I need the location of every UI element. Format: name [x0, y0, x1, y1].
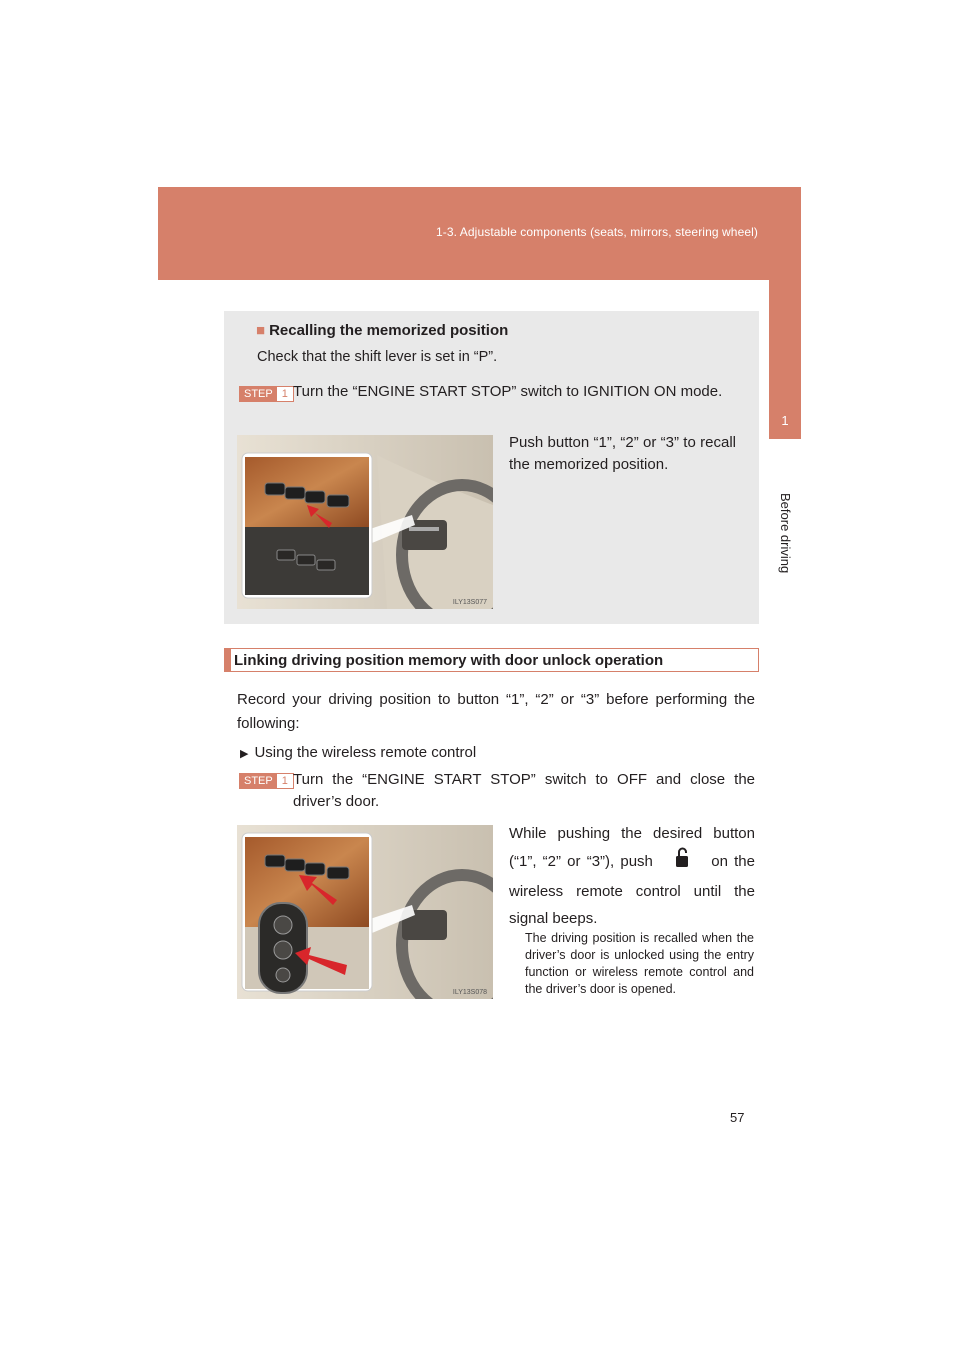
triangle-bullet-icon: ▶ — [240, 748, 249, 760]
step2-text-before: While pushing the desired button (“1”, “2” or “3”), push — [509, 825, 755, 870]
section-heading — [224, 648, 759, 672]
chapter-tab — [769, 187, 801, 439]
step-badge-number: 1 — [277, 387, 293, 401]
square-bullet-icon: ■ — [256, 322, 266, 339]
recall-step1-text: Turn the “ENGINE START STOP” switch to IGNITION ON mode. — [293, 383, 723, 400]
section-path-title: 1-3. Adjustable components (seats, mirrors, steering wheel) — [435, 225, 758, 239]
recall-note-text: The driving position is recalled when the driver’s door is unlocked using the entry function or wireless remote control and the driver’s door is opened. — [525, 931, 754, 996]
step-badge-word: STEP — [240, 387, 277, 401]
step-badge-number: 1 — [277, 774, 293, 788]
linking-step2-text — [509, 820, 755, 932]
linking-step1-text: Turn the “ENGINE START STOP” switch to OFF and close the driver’s door. — [293, 771, 755, 810]
door-panel-remote-illustration — [237, 825, 493, 999]
recall-box-title — [256, 322, 508, 339]
recall-box-intro: Check that the shift lever is set in “P”. — [257, 349, 498, 365]
step2-text-after: on the wireless remote control until the signal beeps. — [509, 853, 755, 927]
recall-step2-text: Push button “1”, “2” or “3” to recall the memorized position. — [509, 434, 736, 473]
unlock-icon — [665, 847, 699, 878]
chapter-number: 1 — [781, 413, 789, 428]
chapter-label: Before driving — [778, 493, 793, 574]
figure-id-label: ILY13S078 — [452, 989, 487, 996]
recall-memorized-position-box — [224, 311, 759, 624]
section-heading-text: Linking driving position memory with door unlock operation — [234, 652, 664, 669]
linking-intro-text: Record your driving position to button “1”, “2” or “3” before performing the following: — [237, 691, 755, 732]
page-number: 57 — [730, 1110, 745, 1125]
step-badge-1 — [239, 386, 294, 402]
remote-control-illustration — [237, 825, 493, 999]
memory-buttons-illustration — [237, 435, 493, 609]
bullet-text: Using the wireless remote control — [254, 744, 477, 761]
step-badge-word: STEP — [240, 774, 277, 788]
bullet-wireless-remote — [240, 744, 476, 761]
step-badge-1 — [239, 773, 294, 789]
chapter-header-band — [158, 187, 800, 280]
recall-box-title-text: Recalling the memorized position — [269, 322, 509, 339]
figure-id-label: ILY13S077 — [452, 599, 487, 606]
door-panel-illustration — [237, 435, 493, 609]
